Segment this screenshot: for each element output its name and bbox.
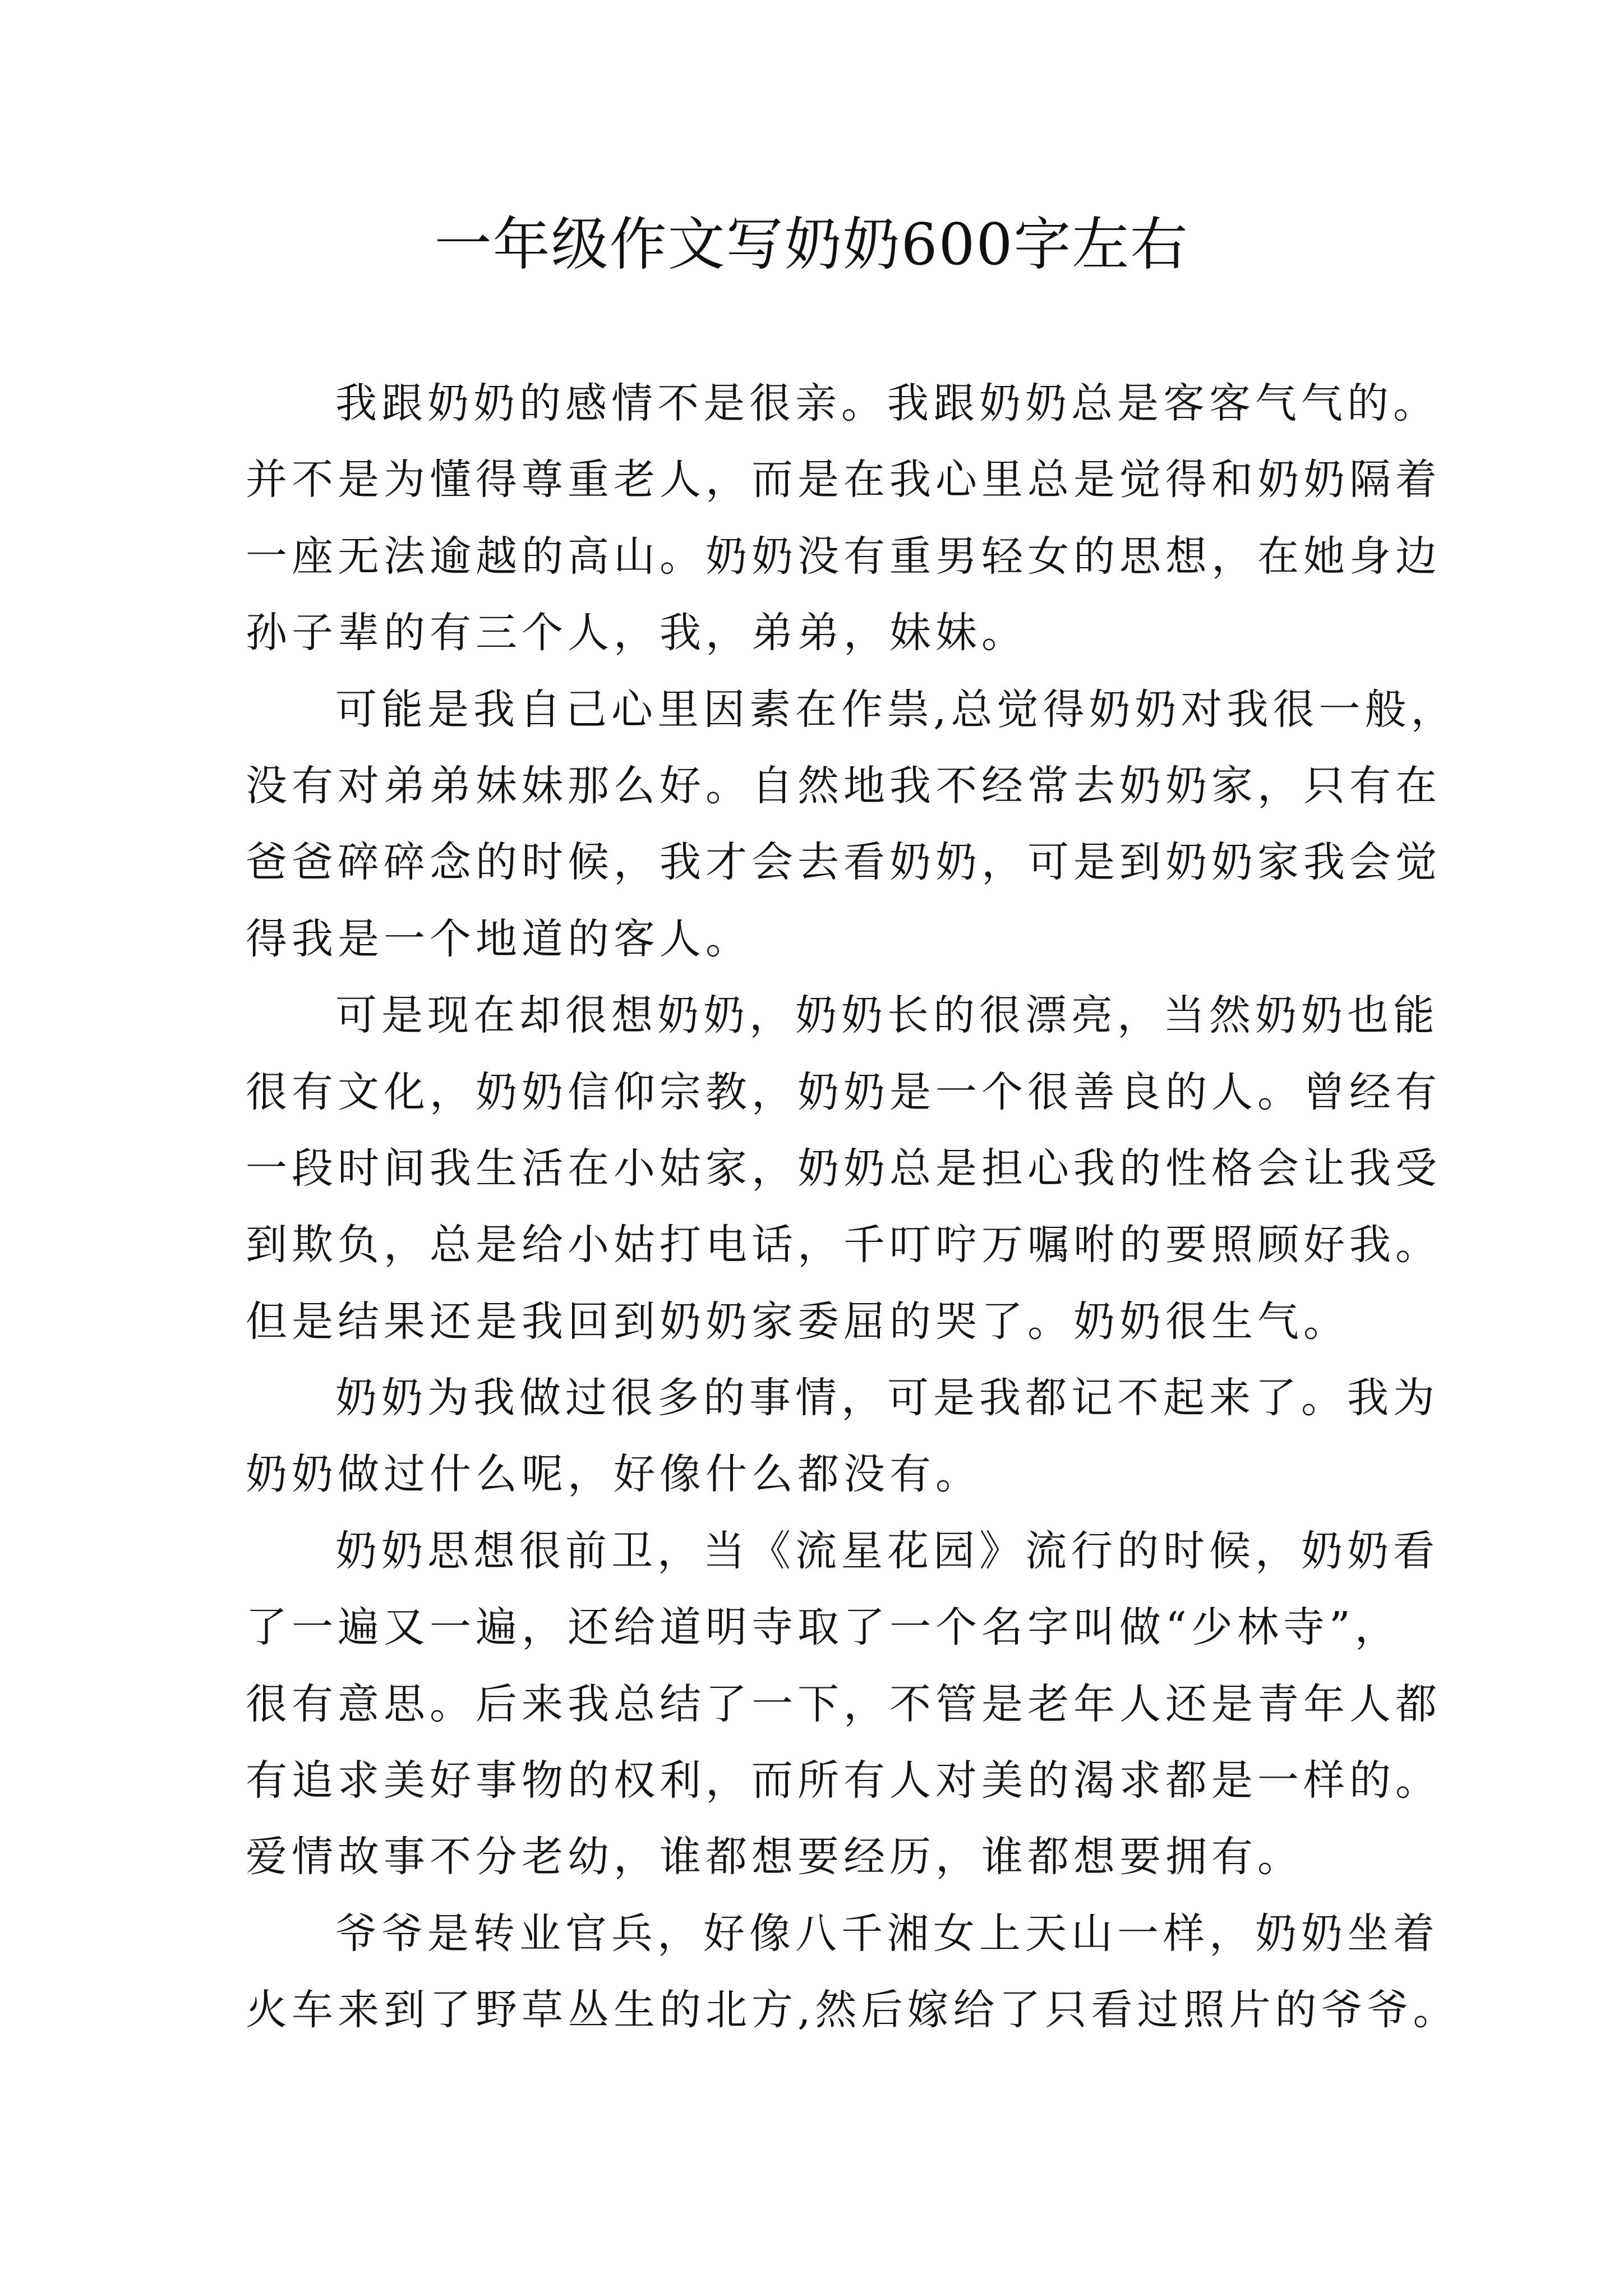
document-body [246, 365, 1459, 2049]
paragraph-line: 到欺负，总是给小姑打电话，千叮咛万嘱咐的要照顾好我。 [246, 1221, 1441, 1269]
paragraph-line: 可是现在却很想奶奶，奶奶长的很漂亮，当然奶奶也能 [335, 991, 1439, 1040]
paragraph-line: 奶奶为我做过很多的事情，可是我都记不起来了。我为 [335, 1374, 1439, 1423]
paragraph-line: 了一遍又一遍，还给道明寺取了一个名字叫做“少林寺”， [246, 1603, 1401, 1652]
paragraph-line: 一座无法逾越的高山。奶奶没有重男轻女的思想，在她身边 [246, 532, 1441, 581]
paragraph-line: 有追求美好事物的权利，而所有人对美的渴求都是一样的。 [246, 1756, 1441, 1805]
paragraph-line: 爱情故事不分老幼，谁都想要经历，谁都想要拥有。 [246, 1833, 1303, 1881]
paragraph-line: 孙子辈的有三个人，我，弟弟，妹妹。 [246, 609, 1027, 657]
paragraph-line: 火车来到了野草丛生的北方,然后嫁给了只看过照片的爷爷。 [246, 1986, 1459, 2035]
paragraph-line: 一段时间我生活在小姑家，奶奶总是担心我的性格会让我受 [246, 1144, 1441, 1193]
paragraph-line: 很有文化，奶奶信仰宗教，奶奶是一个很善良的人。曾经有 [246, 1068, 1441, 1116]
paragraph-line: 可能是我自己心里因素在作祟,总觉得奶奶对我很一般， [335, 685, 1457, 734]
paragraph-line: 很有意思。后来我总结了一下，不管是老年人还是青年人都 [246, 1680, 1441, 1728]
paragraph-line: 得我是一个地道的客人。 [246, 914, 751, 963]
paragraph-line: 我跟奶奶的感情不是很亲。我跟奶奶总是客客气气的。 [335, 379, 1439, 427]
paragraph-line: 奶奶思想很前卫，当《流星花园》流行的时候，奶奶看 [335, 1526, 1439, 1575]
paragraph-line: 并不是为懂得尊重老人，而是在我心里总是觉得和奶奶隔着 [246, 455, 1441, 504]
paragraph-line: 爷爷是转业官兵，好像八千湘女上天山一样，奶奶坐着 [335, 1909, 1439, 1958]
document-title: 一年级作文写奶奶600字左右 [434, 211, 1189, 278]
paragraph-line: 没有对弟弟妹妹那么好。自然地我不经常去奶奶家，只有在 [246, 761, 1441, 810]
paragraph-line: 爸爸碎碎念的时候，我才会去看奶奶，可是到奶奶家我会觉 [246, 838, 1441, 887]
paragraph-line: 但是结果还是我回到奶奶家委屈的哭了。奶奶很生气。 [246, 1297, 1349, 1346]
paragraph-line: 奶奶做过什么呢，好像什么都没有。 [246, 1450, 981, 1499]
